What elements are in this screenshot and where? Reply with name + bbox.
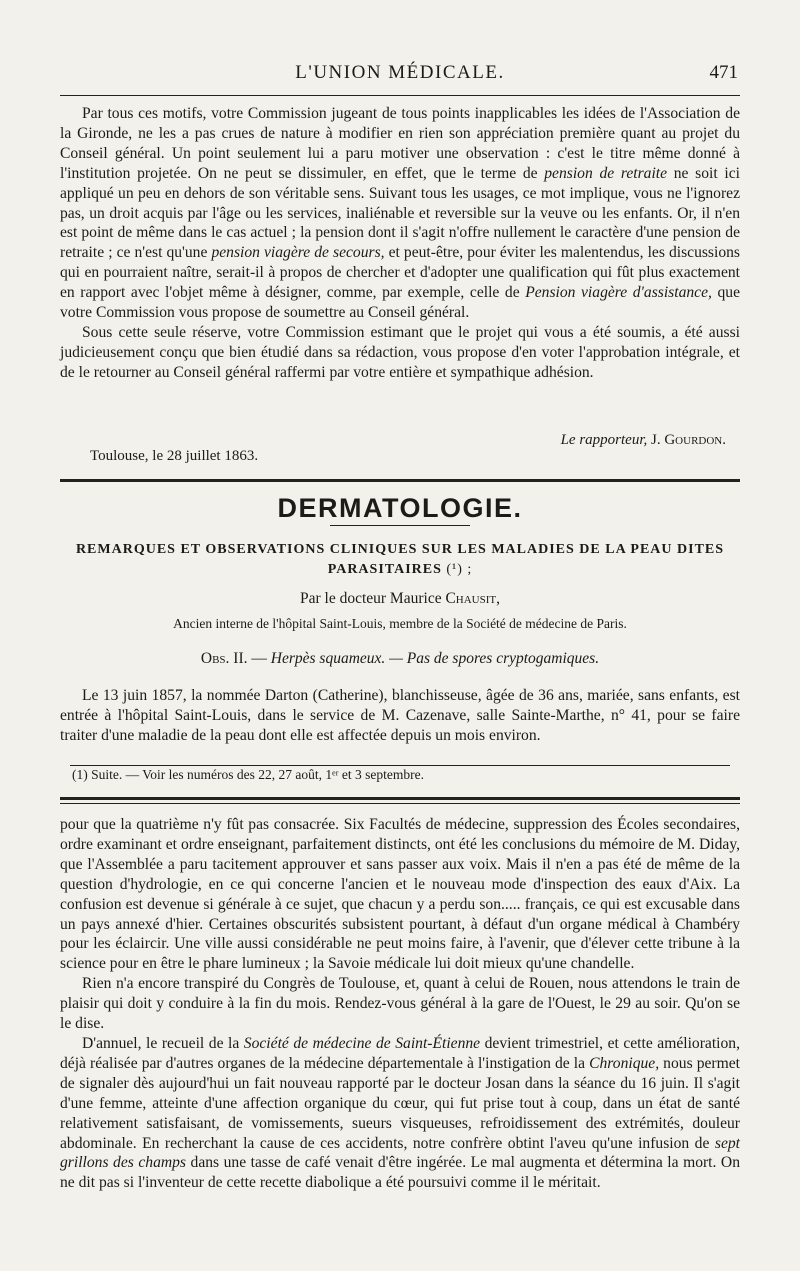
italic-term: Chronique, (589, 1054, 660, 1072)
page-number: 471 (709, 62, 738, 83)
running-header (60, 60, 740, 90)
chronicle-paragraph: Rien n'a encore transpiré du Congrès de Toulouse, et, quant à celui de Rouen, nous attendons le train de plaisir qui doit y conduire à la fin du mois. Rendez-vous général à la gare de l'Ouest, le 29 au soir. Qu'on se le dise. (60, 975, 740, 1033)
report-signature (60, 432, 740, 468)
report-text (60, 104, 740, 383)
header-rule (60, 95, 740, 96)
signature-label: Le rapporteur, (560, 432, 648, 448)
journal-title: L'UNION MÉDICALE. (295, 62, 505, 83)
title-rule (330, 525, 470, 526)
article-title (60, 540, 740, 580)
italic-term: sept grillons des champs (60, 1134, 740, 1172)
text-run: ne soit ici appliqué un peu en dehors de son véritable sens. Suivant tous les usages, ce mot implique, vous ne l'ignorez pas, un droit acquis par l'âge ou les services, inaliénable et reversible sur la veuve ou les enfants. Or, il n'en est point de même dans le cas actuel ; la pension dont il s'agit n'offre nullement le caractère d'une pension de retraite ; ce n'est qu'une (60, 164, 740, 262)
observation-label: Obs. II. — (200, 650, 271, 667)
italic-term: pension viagère de secours, (211, 244, 385, 262)
italic-term: pension de retraite (544, 164, 668, 182)
section-rule (60, 479, 740, 482)
text-run: que votre Commission vous propose de soumettre au Conseil général. (60, 284, 740, 322)
text-run: Par tous ces motifs, votre Commission jugeant de tous points inapplicables les idées de l'Association de la Gironde, ne les a pas crues de nature à modifier en rien son appréciation première quant au projet du Conseil général. Un point seulement lui a paru motiver une observation : c'est le titre même donné à l'institution projetée. On ne peut se dissimuler, en effet, que le terme de (60, 105, 740, 182)
feuilleton-rule-thin (60, 803, 740, 804)
text-run: dans une tasse de café venait d'être ingérée. Le mal augmenta et détermina la mort. On ne dit pas si l'inventeur de cette recette diabolique a été poursuivi comme il le méritait. (60, 1154, 740, 1192)
article-title-line (60, 560, 740, 580)
rapporteur (561, 432, 726, 449)
italic-term: Société de médecine de Saint-Étienne (243, 1034, 481, 1052)
author-prefix: Par le docteur Maurice (299, 590, 446, 607)
signature-name: J. Gourdon. (651, 432, 726, 448)
footnote-ref: (¹) ; (441, 562, 473, 577)
text-run: nous permet de signaler dès aujourd'hui un fait nouveau rapporté par le docteur Josan dans la séance du 16 juin. Il s'agit d'une femme, atteinte d'une affection organique du cœur, qui fut prise tout à coup, dans un état de santé relativement satisfaisant, de vomissements, sueurs visqueuses, refroidissement des extrémités, douleur abdominale. En recherchant la cause de ces accidents, notre confrère obtint l'aveu qu'une infusion de (60, 1054, 740, 1152)
section-title: DERMATOLOGIE. (277, 493, 523, 523)
report-date: Toulouse, le 28 juillet 1863. (90, 448, 259, 464)
chronicle-paragraph (60, 1034, 740, 1193)
article-title-line: REMARQUES ET OBSERVATIONS CLINIQUES SUR LES MALADIES DE LA PEAU DITES (75, 542, 725, 557)
observation-heading (60, 650, 740, 668)
report-paragraph (60, 104, 740, 323)
author-name: Chausit, (445, 590, 500, 607)
italic-term: Pension viagère d'assistance, (525, 284, 712, 302)
observation-title: Herpès squameux. — Pas de spores cryptogamiques. (270, 650, 600, 667)
chronicle-text (60, 815, 740, 1193)
footnote: (1) Suite. — Voir les numéros des 22, 27 août, 1ᵉʳ et 3 septembre. (72, 767, 424, 782)
author-line (60, 590, 740, 608)
chronicle-paragraph: pour que la quatrième n'y fût pas consacrée. Six Facultés de médecine, suppression des Écoles secondaires, ordre examinant et ordre enseignant, parfaitement distincts, ont été les conclusions du mémoire de M. Diday, que l'Assemblée a paru tacitement approuver et sans passer aux voix. Mais il n'en a pas été de même de la question d'hydrologie, en ce qui concerne l'ancien et le nouveau mode d'inspection des eaux d'Aix. La confusion est devenue si générale à ce sujet, que chacun y a perdu son..... français, ce qui est excusable dans un pays annexé d'hier. Certaines obscurités subsistent pourtant, à défaut d'un organe médical à Chambéry pour les éclaircir. Une ville aussi considérable ne peut moins faire, à l'avenir, que d'élever cette tribune à la science pour en être le phare lumineux ; la Savoie médicale lui doit mieux qu'une chandelle. (60, 816, 740, 973)
observation-paragraph: Le 13 juin 1857, la nommée Darton (Catherine), blanchisseuse, âgée de 36 ans, mariée, sans enfants, est entrée à l'hôpital Saint-Louis, dans le service de M. Cazenave, salle Sainte-Marthe, n° 41, pour se faire traiter d'une maladie de la peau dont elle est affectée depuis un mois environ. (60, 687, 740, 744)
text-run: D'annuel, le recueil de la (82, 1034, 244, 1052)
text-run: devient trimestriel, et cette amélioration, déjà réalisée par d'autres organes de la médecine départementale à l'instigation de la (60, 1034, 740, 1072)
observation-text (60, 686, 740, 746)
report-paragraph: Sous cette seule réserve, votre Commission estimant que le projet qui vous a été soumis, a été aussi judicieusement conçu que bien étudié dans sa rédaction, vous propose d'en voter l'approbation intégrale, et de le retourner au Conseil général raffermi par votre entière et sympathique adhésion. (60, 323, 740, 381)
text-run: et peut-être, pour éviter les malentendus, les discussions qui en pourraient naître, serait-il à propos de chercher et d'adopter une qualification qui fût plus exactement en rapport avec l'objet même à désigner, comme, par exemple, celle de (60, 244, 740, 302)
feuilleton-rule (60, 797, 740, 800)
author-affiliation: Ancien interne de l'hôpital Saint-Louis, membre de la Société de médecine de Paris. (173, 616, 627, 631)
article-title-word: PARASITAIRES (327, 562, 442, 577)
footnote-rule (70, 765, 730, 766)
